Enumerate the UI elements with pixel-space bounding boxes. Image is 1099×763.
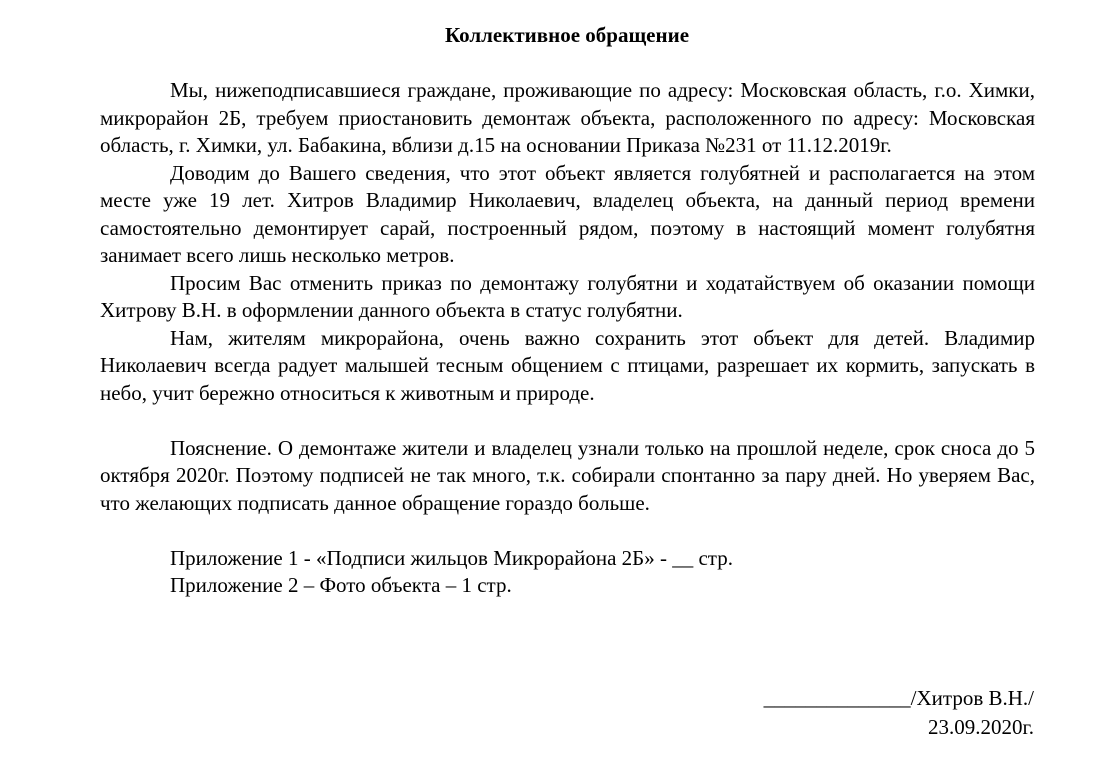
paragraph-explanation: Пояснение. О демонтаже жители и владелец узнали только на прошлой неделе, срок сноса до 5 октября 2020г. Поэтому подписей не так много, т.к. собирали спонтанно за пару дней. Но уверяем Вас, что желающих подписать данное обращение гораздо больше. xyxy=(100,435,1035,515)
document-title: Коллективное обращение xyxy=(444,23,690,47)
attachment-1: Приложение 1 - «Подписи жильцов Микрорайона 2Б» - __ стр. xyxy=(170,545,733,570)
blank-line xyxy=(100,517,1035,545)
signature-line: ______________/Хитров В.Н./ xyxy=(763,686,1034,710)
blank-line xyxy=(100,407,1035,435)
paragraph-notice: Доводим до Вашего сведения, что этот объект является голубятней и располагается на этом месте уже 19 лет. Хитров Владимир Николаевич, владелец объекта, на данный период времени самостоятельно демонтирует сарай, построенный рядом, поэтому в настоящий момент голубятня занимает всего лишь несколько метров. xyxy=(100,160,1035,267)
document-body xyxy=(100,77,1035,600)
paragraph-request: Мы, нижеподписавшиеся граждане, проживающие по адресу: Московская область, г.о. Химки, микрорайон 2Б, требуем приостановить демонтаж объекта, расположенного по адресу: Московская область, г. Химки, ул. Бабакина, вблизи д.15 на основании Приказа №231 от 11.12.2019г. xyxy=(100,78,1035,157)
signature-date: 23.09.2020г. xyxy=(928,715,1034,739)
paragraph-residents: Нам, жителям микрорайона, очень важно сохранить этот объект для детей. Владимир Николаевич всегда радует малышей тесным общением с птицами, разрешает их кормить, запускать в небо, учит бережно относиться к животным и природе. xyxy=(100,325,1035,405)
paragraph-petition: Просим Вас отменить приказ по демонтажу голубятни и ходатайствуем об оказании помощи Хитрову В.Н. в оформлении данного объекта в статус голубятни. xyxy=(100,270,1035,322)
attachment-2: Приложение 2 – Фото объекта – 1 стр. xyxy=(170,573,512,597)
signature-block xyxy=(764,684,1034,742)
